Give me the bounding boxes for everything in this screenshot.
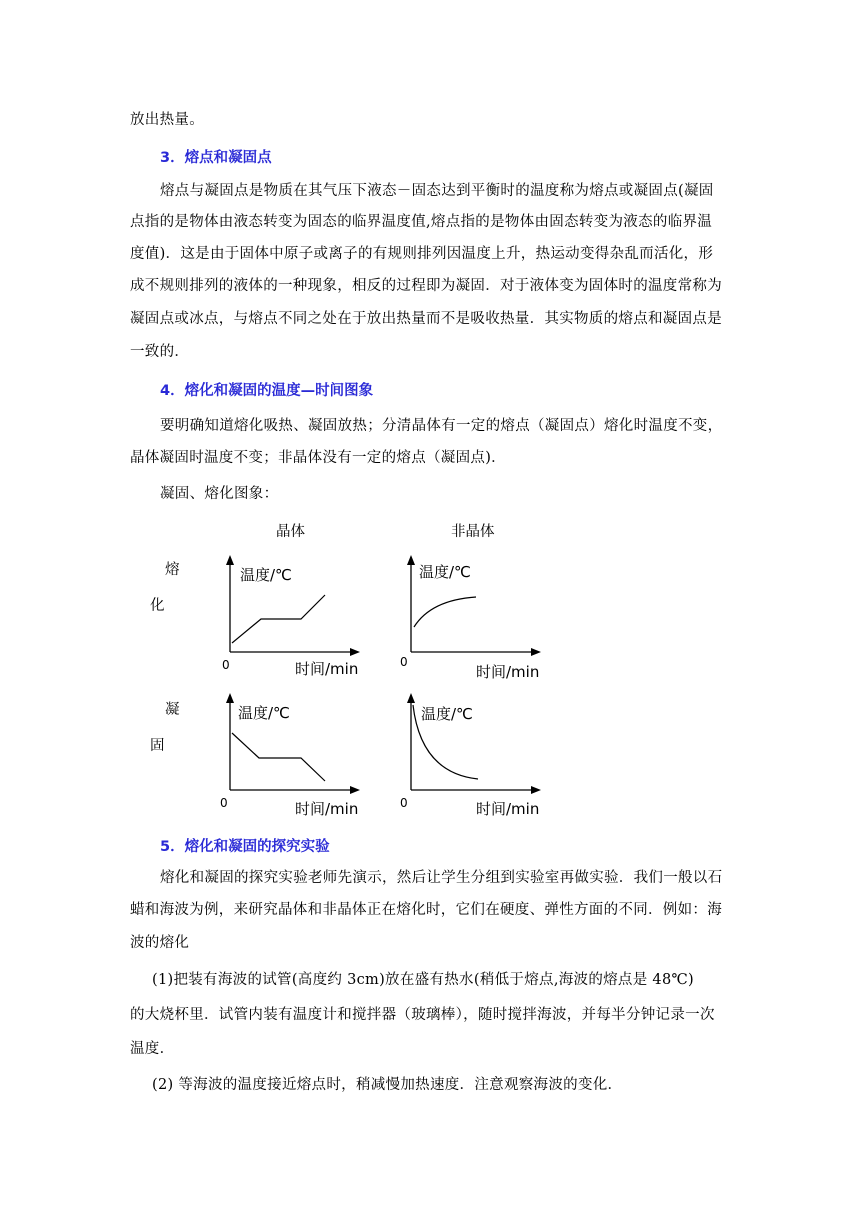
step-1-line: 的大烧杯里．试管内装有温度计和搅拌器（玻璃棒），随时搅拌海波，并每半分钟记录一次 <box>130 1007 715 1023</box>
y-axis-arrow <box>226 693 234 703</box>
section-3-line: 点指的是物体由液态转变为固态的临界温度值,熔点指的是物体由固态转变为液态的临界温 <box>130 214 713 230</box>
origin-label: 0 <box>400 655 408 669</box>
section-3-line: 成不规则排列的液体的一种现象，相反的过程即为凝固．对于液体变为固体时的温度常称为 <box>130 278 722 294</box>
x-axis-label: 时间/min <box>295 800 359 818</box>
section-3-line: 凝固点或冰点，与熔点不同之处在于放出热量而不是吸收热量．其实物质的熔点和凝固点是 <box>130 311 722 327</box>
column-title-amorphous: 非晶体 <box>451 524 495 540</box>
origin-label: 0 <box>400 796 408 810</box>
x-axis-label: 时间/min <box>476 800 540 818</box>
curve <box>232 595 325 643</box>
x-axis-label: 时间/min <box>295 660 359 678</box>
y-axis-label: 温度/℃ <box>240 566 292 584</box>
graph-crystal-melting <box>215 555 375 685</box>
step-2-line: (2) 等海波的温度接近熔点时，稍减慢加热速度．注意观察海波的变化． <box>152 1077 623 1093</box>
x-axis-label: 时间/min <box>476 663 540 681</box>
section-5-line: 蜡和海波为例，来研究晶体和非晶体正在熔化时，它们在硬度、弹性方面的不同．例如：海 <box>130 902 722 918</box>
origin-label: 0 <box>220 796 228 810</box>
x-axis-arrow <box>531 648 541 656</box>
curve <box>232 733 325 781</box>
section-4-line: 要明确知道熔化吸热、凝固放热；分清晶体有一定的熔点（凝固点）熔化时温度不变， <box>160 418 723 434</box>
figure-intro: 凝固、熔化图象： <box>160 486 279 502</box>
x-axis-arrow <box>350 786 360 794</box>
section-5-line: 熔化和凝固的探究实验老师先演示，然后让学生分组到实验室再做实验．我们一般以石 <box>160 870 723 886</box>
graph-amorphous-melting <box>396 555 556 685</box>
section-4-heading: 4．熔化和凝固的温度—时间图象 <box>160 383 374 399</box>
section-3-line: 度值)．这是由于固体中原子或离子的有规则排列因温度上升，热运动变得杂乱而活化，形 <box>130 246 714 262</box>
graph-crystal-solidification <box>215 693 375 823</box>
section-3-heading: 3．熔点和凝固点 <box>160 150 272 166</box>
row-label-solid-2: 固 <box>150 738 165 754</box>
section-5-line: 波的熔化 <box>130 935 190 951</box>
y-axis-arrow <box>407 693 415 703</box>
section-3-line: 一致的． <box>130 344 190 360</box>
y-axis-label: 温度/℃ <box>419 563 471 581</box>
y-axis-arrow <box>226 555 234 565</box>
y-axis-label: 温度/℃ <box>421 705 473 723</box>
row-label-melt-1: 熔 <box>165 562 180 578</box>
origin-label: 0 <box>222 658 230 672</box>
x-axis-arrow <box>350 648 360 656</box>
row-label-melt-2: 化 <box>150 598 165 614</box>
column-title-crystal: 晶体 <box>276 524 305 540</box>
row-label-solid-1: 凝 <box>165 702 180 718</box>
section-5-heading: 5．熔化和凝固的探究实验 <box>160 839 330 855</box>
x-axis-arrow <box>531 786 541 794</box>
y-axis-label: 温度/℃ <box>238 704 290 722</box>
paragraph-tail: 放出热量。 <box>130 112 204 128</box>
step-1-line: (1)把装有海波的试管(高度约 3cm)放在盛有热水(稍低于熔点,海波的熔点是 48℃) <box>152 972 694 988</box>
graph-amorphous-solidification <box>396 693 556 823</box>
section-4-line: 晶体凝固时温度不变；非晶体没有一定的熔点（凝固点)． <box>130 450 506 466</box>
section-3-line: 熔点与凝固点是物质在其气压下液态－固态达到平衡时的温度称为熔点或凝固点(凝固 <box>160 183 714 199</box>
y-axis-arrow <box>407 555 415 565</box>
step-1-line: 温度． <box>130 1041 175 1057</box>
curve <box>414 597 476 627</box>
